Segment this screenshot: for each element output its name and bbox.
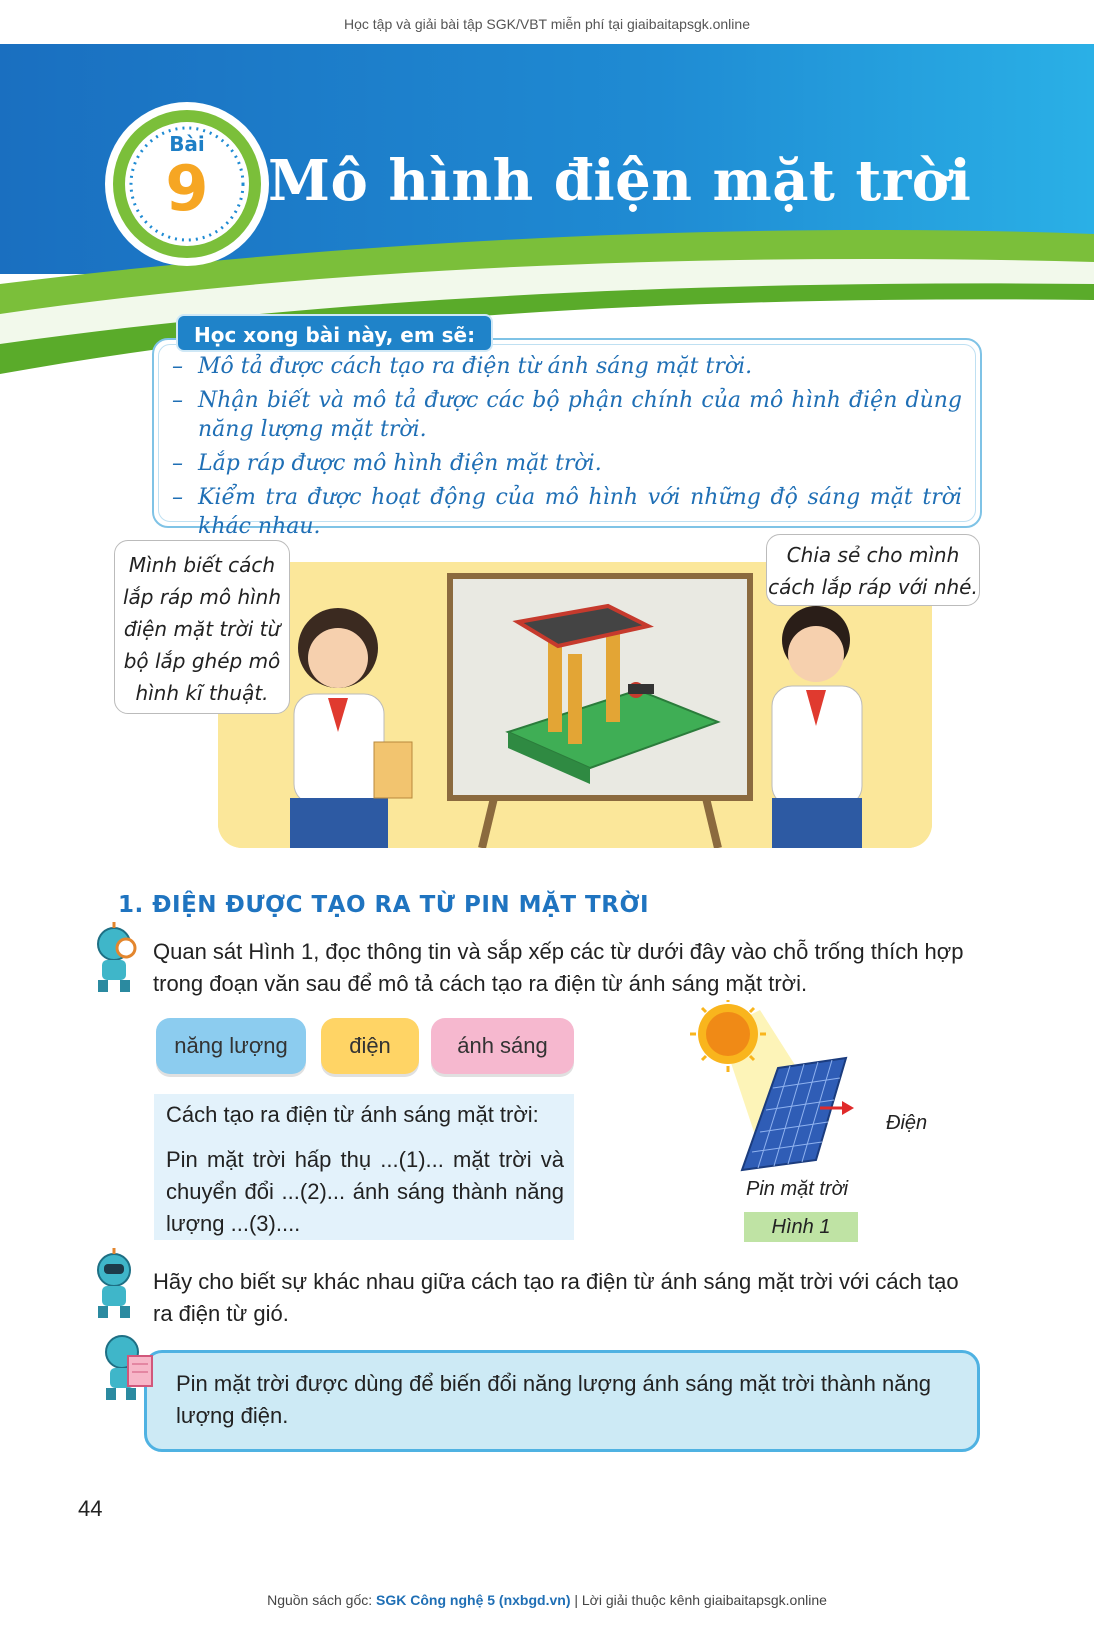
footer-prefix: Nguồn sách gốc: (267, 1592, 377, 1608)
question-text: Hãy cho biết sự khác nhau giữa cách tạo ra điện từ ánh sáng mặt trời với cách tạo ra điện từ gió. (153, 1269, 959, 1326)
instruction-text: Quan sát Hình 1, đọc thông tin và sắp xếp các từ dưới đây vào chỗ trống thích hợp trong đoạn văn sau để mô tả cách tạo ra điện từ ánh sáng mặt trời. (153, 939, 964, 996)
page-number: 44 (78, 1496, 103, 1521)
word-chip-dien[interactable]: điện (321, 1018, 419, 1074)
goal-item: – Nhận biết và mô tả được các bộ phận chính của mô hình điện dùng năng lượng mặt trời. (172, 386, 962, 444)
lesson-badge (112, 108, 262, 258)
boy-speech-bubble: Chia sẻ cho mình cách lắp ráp với nhé. (766, 534, 980, 606)
girl-speech-bubble: Mình biết cách lắp ráp mô hình điện mặt trời từ bộ lắp ghép mô hình kĩ thuật. (114, 540, 290, 714)
page-title: Mô hình điện mặt trời (268, 148, 972, 214)
footer-suffix: | Lời giải thuộc kênh giaibaitapsgk.online (570, 1592, 827, 1608)
figure-caption: Hình 1 (744, 1212, 858, 1242)
summary-text: Pin mặt trời được dùng để biến đổi năng lượng ánh sáng mặt trời thành năng lượng điện. (176, 1371, 931, 1428)
goal-item: – Mô tả được cách tạo ra điện từ ánh sáng mặt trời. (172, 352, 962, 381)
robot-magnifier-icon (86, 922, 142, 994)
footer (0, 1592, 1094, 1608)
top-note: Học tập và giải bài tập SGK/VBT miễn phí tại giaibaitapsgk.online (344, 16, 750, 32)
robot-notebook-icon (98, 1330, 158, 1402)
lesson-number: 9 (165, 152, 209, 225)
word-chip-nang-luong[interactable]: năng lượng (156, 1018, 306, 1074)
fill-title: Cách tạo ra điện từ ánh sáng mặt trời: (166, 1102, 539, 1127)
fill-in-box (154, 1094, 574, 1240)
goal-item: – Kiểm tra được hoạt động của mô hình với những độ sáng mặt trời khác nhau. (172, 483, 962, 541)
goal-item: – Lắp ráp được mô hình điện mặt trời. (172, 449, 962, 478)
word-chip-anh-sang[interactable]: ánh sáng (431, 1018, 574, 1074)
figure-panel-label: Pin mặt trời (746, 1178, 849, 1200)
lesson-word: Bài (169, 132, 205, 156)
fill-text: Pin mặt trời hấp thụ ...(1)... mặt trời và chuyển đổi ...(2)... ánh sáng thành năng lượng ...(3).... (166, 1147, 564, 1236)
goals-list (172, 352, 962, 546)
goals-tab: Học xong bài này, em sẽ: (176, 314, 493, 352)
figure-output-label: Điện (886, 1112, 928, 1134)
footer-source-link[interactable]: SGK Công nghệ 5 (nxbgd.vn) (376, 1592, 571, 1608)
section-heading: 1. ĐIỆN ĐƯỢC TẠO RA TỪ PIN MẶT TRỜI (118, 892, 650, 918)
robot-question-icon (86, 1248, 142, 1320)
